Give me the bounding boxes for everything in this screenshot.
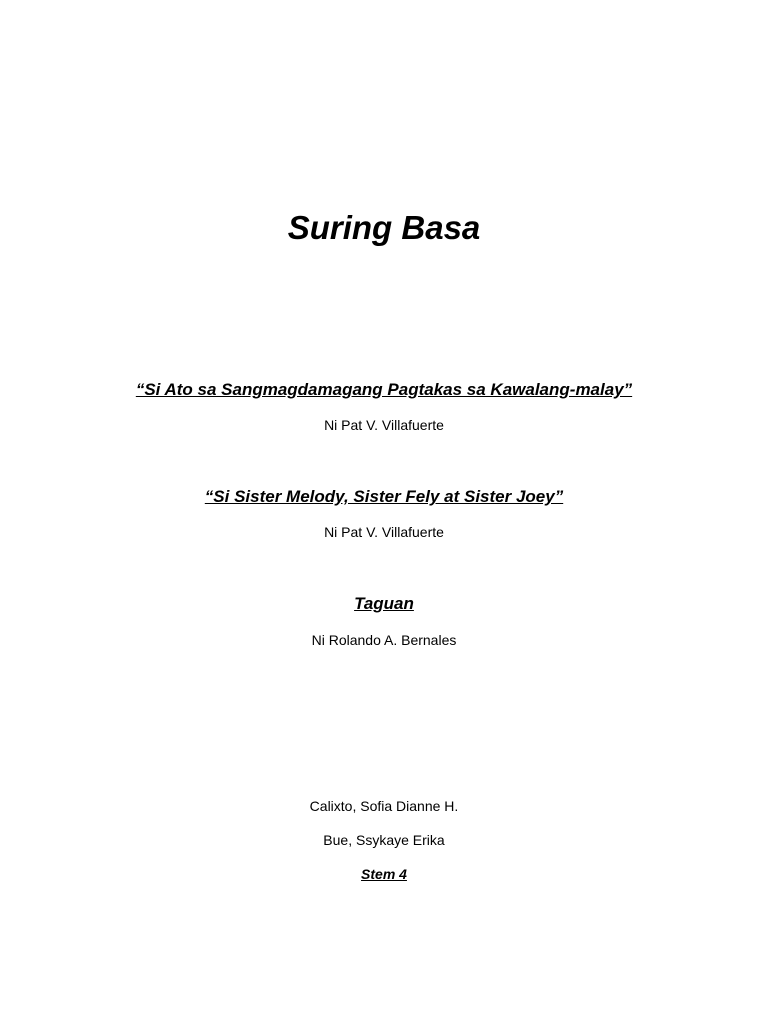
story-title-2: “Si Sister Melody, Sister Fely at Sister Joey” (204, 487, 564, 506)
story-title-1: “Si Ato sa Sangmagdamagang Pagtakas sa Kawalang-malay” (135, 380, 633, 399)
story-author-3: Ni Rolando A. Bernales (311, 632, 457, 648)
page-title: Suring Basa (287, 209, 481, 246)
student-name-1: Calixto, Sofia Dianne H. (309, 798, 459, 814)
story-title-3: Taguan (354, 594, 414, 613)
student-name-2: Bue, Ssykaye Erika (323, 832, 445, 848)
story-author-1: Ni Pat V. Villafuerte (324, 417, 444, 433)
section-label: Stem 4 (361, 866, 407, 882)
story-author-2: Ni Pat V. Villafuerte (324, 524, 444, 540)
